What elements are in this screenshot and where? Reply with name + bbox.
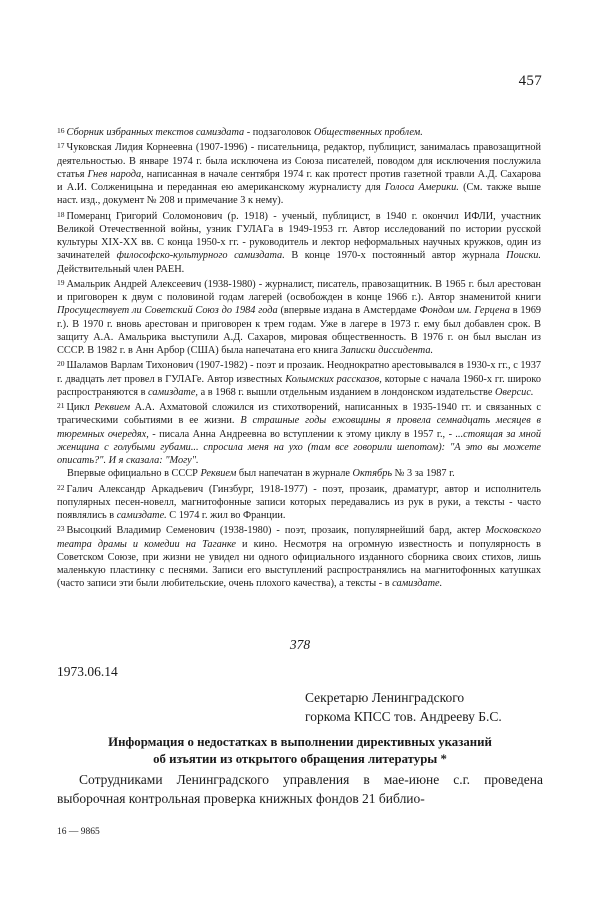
footnote-italic-text: философско-культурного самиздата. [116,250,285,262]
footnote [57,357,541,399]
document-title [57,734,543,768]
footnote-marker: 19 [57,277,65,287]
footnote-text: и кино. Несмотря на огромную известность и популярность в Советском Союзе, при жизни не увидел ни одного официального изданного сборника своих стихов, лишь маленькую пластинку с песнями. Записи его выступлений распространялись на магнитофонных катушках (часто записи эти были любительские, очень плохого качества), а тексты - в [57,538,541,590]
footnote-text: Действительный член РАЕН. [57,263,185,275]
footnote-marker: 16 [57,126,65,135]
document-number: 378 [289,637,311,652]
footnote-italic-text: Записки диссидента. [340,345,434,356]
footnote-text: - подзаголовок [244,127,314,138]
footnote-text: А.А. Ахматовой сложился из стихотворений, написанных в 1935-1940 гг. и связанных с трагическими событиями в ее жизни. [57,402,541,427]
footnote-text: Амальрик Андрей Алексеевич (1938-1980) - журналист, писатель, правозащитник. В 1965 г. был арестован и приговорен к двум с половиной годам лагерей (освобожден в конце 1966 г.). Автор знаменитой книги [57,278,541,303]
footnote-marker: 23 [57,524,65,534]
footnote-text: (впервые издана в Амстердаме [277,305,420,317]
footnote-text: Померанц Григорий Соломонович (р. 1918) - ученый, публицист, в 1940 г. окончил ИФЛИ, участник Великой Отечественной войны, узник ГУЛАГа в 1949-1953 гг. Автор исследований по истории русской культуры XIX-XX вв. С конца 1950-х гг. - руководитель и лектор неформальных научных кружков, один из зачинателей [57,210,541,262]
footnote-text: Высоцкий Владимир Семенович (1938-1980) - поэт, прозаик, популярнейший бард, актер [66,525,486,537]
footnote [57,276,541,358]
footnote-italic-text: самиздате. [116,510,167,521]
footnote [57,124,541,139]
printer-signature: 16 — 9865 [57,827,100,837]
footnote-text: которые с начала 1960-х гг. широко распространяются в [57,373,541,398]
footnote [57,139,541,207]
footnote-text: - писала Анна Андреевна во вступлении к этому циклу в 1957 г., - [148,428,456,440]
footnote-text: Чуковская Лидия Корнеевна (1907-1996) - писательница, редактор, публицист, занималась правозащитной деятельностью. В январе 1974 г. была исключена из Союза писателей, поводом для исключения послужила статья [57,142,541,180]
footnote-marker: 20 [57,359,65,369]
footnote-marker: 17 [57,141,65,151]
footnote-marker: 22 [57,482,65,492]
footnote-italic-text: самиздате, [148,386,199,398]
footnote [57,208,541,276]
footnote-italic-text: Реквием [200,468,237,480]
addressee-block [305,688,502,726]
footnote-italic-text: Оверсис. [494,386,534,398]
footnote-text: № 3 за 1987 г. [392,468,455,480]
footnote-italic-text: Просуществует ли Советский Союз до 1984 года [57,305,278,317]
footnote-text: С 1974 г. жил во Франции. [166,510,286,521]
addressee-line: Секретарю Ленинградского [305,690,465,705]
footnote-italic-text: Фондом им. Герцена [419,305,510,317]
footnote-text: в 1969 г.). В 1970 г. вновь арестован и приговорен к трем годам. Уже в лагере в 1973 г. ему был добавлен срок. В защиту А.А. Амальрика выступили А.Д. Сахаров, мировая общественность. В 1976 г. он был выслан из СССР. В 1982 г. в Анн Арбор (США) была напечатана его книга [57,305,541,356]
footnote-italic-text: Октябрь [352,468,393,480]
addressee-line: горкома КПСС тов. Андрееву Б.С. [305,709,502,724]
footnote-italic-text: Гнев народа, [87,168,144,180]
footnote [57,467,541,480]
footnote-italic-text: В страшные годы ежовщины я провела семнадцать месяцев в тюремных очередях, [57,415,541,440]
footnote-italic-text: самиздате. [392,578,443,590]
footnote-text: был напечатан в журнале [236,468,353,480]
footnote-italic-text: Поиски. [506,250,541,262]
footnote-text: Галич Александр Аркадьевич (Гинзбург, 1918-1977) - поэт, прозаик, драматург, автор и исполнитель популярных песен-новелл, магнитофонные записи которых передавались из рук в руки, а тексты - часто появлялись в [57,483,541,521]
footnote-marker: 18 [57,209,65,219]
document-body: Сотрудниками Ленинградского управления в мае-июне с.г. проведена выборочная контрольная проверка книжных фондов 21 библио- [57,772,543,806]
footnotes-section [57,124,541,591]
footnote-text: (См. также выше наст. изд., документ № 208 и примечание 3 к нему). [57,182,541,207]
footnote [57,481,541,523]
document-title-line: Информация о недостатках в выполнении директивных указаний [108,735,492,749]
footnote-italic-text: Общественных проблем. [313,127,423,138]
footnote-italic-text: Реквием [94,402,131,413]
footnote-italic-text: Московского театра драмы и комедии на Таганке [57,525,541,550]
document-date: 1973.06.14 [57,664,118,679]
footnote-marker: 21 [57,401,65,410]
footnote-text: В конце 1970-х постоянный автор журнала [284,250,507,262]
footnote [57,522,541,590]
footnote-text: Шаламов Варлам Тихонович (1907-1982) - поэт и прозаик. Неоднократно арестовывался в 1930-х гг., с 1937 г. двадцать лет провел в ГУЛАГе. Автор известных [57,360,541,385]
footnote-text: написанная в начале сентября 1974 г. как протест против газетной травли А.Д. Сахарова и А.И. Солженицына и переданная ею американскому журналисту для [57,168,542,193]
footnote-italic-text: Голоса Америки. [384,182,459,193]
footnote-text: Впервые официально в СССР [67,468,201,480]
footnote-italic-text: ...стоящая за мной женщина с голубыми губами... спросила меня на ухо (там все говорили шепотом): "А это вы можете описать?". И я сказала: "Могу". [57,428,541,466]
page-number: 457 [518,73,542,89]
footnote-text: а в 1968 г. вышли отдельным изданием в лондонском издательстве [198,386,495,398]
footnote-text: Цикл [66,402,95,413]
document-title-line: об изъятии из открытого обращения литературы * [153,752,447,766]
footnote-italic-text: Колымских рассказов, [285,373,382,385]
footnote [57,399,541,467]
footnote-italic-text: Сборник избранных текстов самиздата [66,127,245,138]
